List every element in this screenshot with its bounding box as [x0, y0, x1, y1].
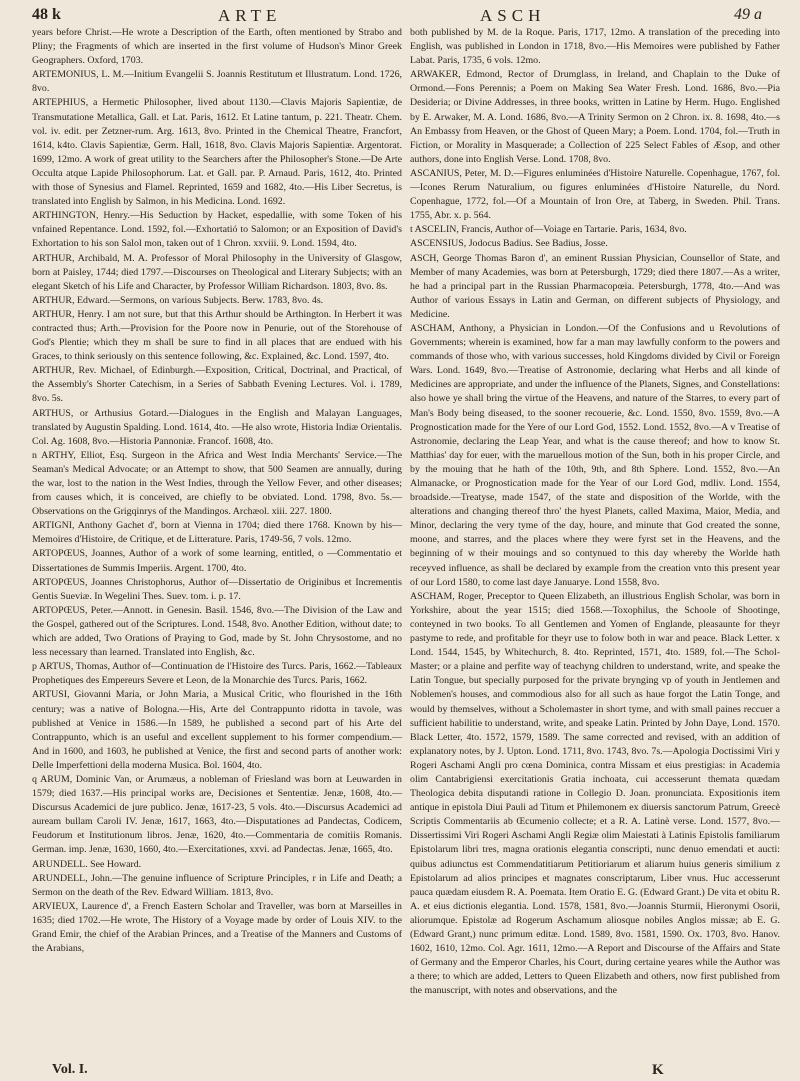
entry-paragraph: ARTHUR, Edward.—Sermons, on various Subjects. Berw. 1783, 8vo. 4s.: [32, 294, 324, 306]
entry-paragraph: years before Christ.—He wrote a Description of the Earth, often mentioned by Strabo and Pliny; the Fragments of which are inserted in the first volume of Hudson's Minor Greek Geographers. Oxford, 1703.: [32, 27, 402, 67]
entry-paragraph: ARTHUR, Henry. I am not sure, but that this Arthur should be Arthington. In Herbert it was contracted thus; Arth.—Provision for the Poore now in Penurie, out of the Storehouse of God's Plentie; which they m shall be sure to find in all places that are endued with his Graces, to think seriously on this sentence following, &c. Explained, &c. Lond. 1597, 4to.: [32, 308, 402, 363]
entry-paragraph: t ASCELIN, Francis, Author of—Voiage en Tartarie. Paris, 1634, 8vo.: [410, 224, 687, 236]
entry-paragraph: ARTOPŒUS, Peter.—Annott. in Genesin. Basil. 1546, 8vo.—The Division of the Law and the Gospel, gathered out of the Scriptures. Lond. 1548, 8vo. Another Edition, without date; to which are added, Two Orations of Praying to God, made by St. John Chrysostome, and no less necessary than learned. Translated into English, &c.: [32, 604, 402, 659]
entry-paragraph: ASCHAM, Anthony, a Physician in London.—Of the Confusions and u Revolutions of Governments; wherein is examined, how far a man may lawfully conform to the powers and commands of those who, with various successes, hold Kingdoms divided by Civil or Foreign Wars. Lond. 1649, 8vo.—Treatise of Astronomie, declaring what Herbs and all kinde of Medicines are appropriate, and under the influence of the Planets, Signes, and Constellations: also howe ye shall bring the virtue of the Heavens, and nature of the Starres, to every part of Man's Body being diseased, to the sooner recouerie, &c. Lond. 1550, 8vo. 1559, 8vo.—A Prognostication made for the Yere of our Lord God, 1552. Lond. 1552, 8vo.—A v Treatise of Astronomie, declaring the Leap Year, and what is the cause thereof; and how to know St. Matthias' day for euer, with the maruellous motion of the Sun, both in his proper Circle, and by the mouing that he hath of the 10th, 9th, and 8th Sphere. Lond. 1552, 8vo.—An Almanacke, or Prognostication made for the Year of our Lord God, mdliv. Lond. 1554, broadside.—Treatyse, made 1547, of the state and disposition of the Worlde, with the alterations and changing thereof thro' the hyest Planets, called Maxima, Maior, Media, and Minor, declaring the very tyme of the day, houre, and minute that God created the sonne, moone, and starres, and the places where they were fyrst set in the Heavens, and the beginning of w their mouings and so contynued to this day whereby the Worlde hath receyved influence, as shall be declared by example from the creation vnto this present year of our Lord 1580, to come last daye Januarye. Lond 1558, 8vo.: [410, 322, 780, 588]
page-number-left: 48 k: [32, 6, 61, 23]
page-number-right: 49 a: [734, 6, 762, 23]
entry-paragraph: n ARTHY, Elliot, Esq. Surgeon in the Africa and West India Merchants' Service.—The Seaman's Medical Advocate; or an Attempt to show, that 500 Seamen are annually, during the war, lost to the nation in the West Indies, through the Yellow Fever, and other diseases; from causes which, it is conceived, are chiefly to be obviated. Lond. 1798, 8vo. 5s.—Observations on the Grigqinrys of the Mandingos. Archæol. xiii. 227. 1800.: [32, 449, 402, 518]
entry-paragraph: ARTHUR, Archibald, M. A. Professor of Moral Philosophy in the University of Glasgow, born at Paisley, 1744; died 1797.—Discourses on Theological and Literary Subjects; with an elegant Sketch of his Life and Character, by Professor William Richardson. 1803, 8vo. 8s.: [32, 252, 402, 292]
entry-paragraph: ARTOPŒUS, Joannes, Author of a work of some learning, entitled, o —Commentatio et Dissertationes de Summis Imperiis. Argent. 1700, 4to.: [32, 548, 402, 574]
entry-paragraph: ASCH, George Thomas Baron d', an eminent Russian Physician, Counsellor of State, and Member of many Academies, was born at Petersburgh, 1729; died there 1807.—As a writer, he had a principal part in the Russian Pharmacopœia. Petersburgh, 1778, 4to.—And was Author of various Essays in Latin and German, on different subjects of Physiology, and Medicine.: [410, 252, 780, 320]
left-column: [32, 26, 402, 956]
entry-paragraph: ARTHUR, Rev. Michael, of Edinburgh.—Exposition, Critical, Doctrinal, and Practical, of the Assembly's Shorter Catechism, in a Series of Sabbath Evening Lectures. Vol. i. 1789, 8vo. 5s.: [32, 365, 402, 405]
entry-paragraph: ARUNDELL, John.—The genuine influence of Scripture Principles, r in Life and Death; a Sermon on the death of the Rev. Edward William. 1813, 8vo.: [32, 872, 402, 898]
entry-paragraph: ARTUSI, Giovanni Maria, or John Maria, a Musical Critic, who flourished in the 16th century; was a native of Bologna.—His, Arte del Contrappunto ridotta in tavole, was published at Venice in 1586.—In 1589, he published a second part of his Arte del Contrappunto, which is an useful and excellent supplement to his former compendium.—And in 1600, and 1603, he published at Venice, the first and second parts of another work: Delle Imperfettioni della moderna Musica. Bol. 1604, 4to.: [32, 689, 402, 771]
entry-paragraph: ASCHAM, Roger, Preceptor to Queen Elizabeth, an illustrious English Scholar, was born in Yorkshire, about the year 1515; died 1568.—Toxophilus, the Schoole of Shootinge, conteyned in two books. To all Gentlemen and Yomen of Englande, pleasaunte for theyr pastyme to rede, and profitable for theyr use to folow both in war and peace. Black Letter. x Lond. 1544, 1545, by Whitechurch, 8. 4to. Reprinted, 1571, 4to. 1589, fol.—The Schol-Master; or a plaine and perfite way of teachyng children to understand, write, and speake the Latin Tongue, but specially purposed for the private brynging vp of youth in Jentlemen and Noblemen's houses, and commodious also for all such as haue forgot the Latin Tonge, and would by themselves, without a Scholemaster in short tyme, and with small paines reccuer a sufficient habilitie to understand, write, and speake Latin. Printed by John Daye, Lond. 1570. Black Letter, 4to. 1572, 1579, 1589. The same corrected and revised, with an addition of explanatory notes, by J. Upton. Lond. 1711, 8vo. 1743, 8vo. 7s.—Apologia Doctissimi Viri y Rogeri Aschami Angli pro cœna Dominica, contra Missam et eius prestigias: in Academia olim Cantabrigiensi exercitationis Gratia inchoata, cui accesserunt themata quædam Theologica debita disputandi ratione in Collegio D. Joan. pronunciata. Expositionis item antique in epistola Diui Pauli ad Titum et Philemonem ex diuersis sanctorum Patrum, Greecè Scriptis Commentariis ab Œcumenio collecte; et a R. A. Latinè verse. Lond. 1577, 8vo.—Dissertissimi Viri Rogeri Aschami Angli Regiæ olim Maiestati à Latinis Epistolis familiarum Epistolarum libri tres, magna orationis elegantia conscripti, nunc denuo emendati et aucti: quibus adiunctus est Commendatitiarum Petitioriarum et aliarum huius generis similium z Epistolarum ad alios principes et magnates conscriptarum, Liber vnus. Huc accesserunt pauca quædam eiusdem R. A. Poemata. Item Oratio E. G. (Edward Grant.) De vita et obitu R. A. et eius dictionis elegantia. Lond. 1578, 1581, 8vo.—Joannis Sturmii, Hieronymi Osorii, aliorumque. Epistolæ ad Rogerum Aschamum aliosque nobiles Anglos missæ; ab E. G. (Edward Grant,) nunc primum editæ. Lond. 1589, 8vo. 1581, 1590. Ox. 1703, 8vo. Hanov. 1602, 1610, 12mo. Col. Agr. 1611, 12mo.—A Report and Discourse of the Affairs and State of Germany and the Emperor Charles, his Court, during certaine yeares while the Author was a there; to which are added, Letters to Queen Elizabeth and others, now first published from the manuscript, with notes and observations, and the: [410, 590, 780, 997]
entry-paragraph: ARTOPŒUS, Joannes Christophorus, Author of—Dissertatio de Originibus et Incrementis Gentis Sueviæ. In Wegelini Thes. Suev. tom. i. p. 17.: [32, 576, 402, 602]
volume-label: Vol. I.: [52, 1062, 88, 1077]
running-head-right: ASCH: [480, 6, 546, 25]
signature-mark: K: [652, 1062, 664, 1078]
entry-paragraph: ARTEPHIUS, a Hermetic Philosopher, lived about 1130.—Clavis Majoris Sapientiæ, de Transmutatione Metallica, Gall. et Lat. Paris, 1612. Et Latine tantum, p. 221. Theatr. Chem. vol. iv. edit. per Zetzner-rum. Arg. 1613, 8vo. Printed in the Chemical Theatre, Francfort, 1614, k4to. Clavis Sapientiæ, Germ. Hall, 1618, 8vo. Clavis Majoris Sapientiæ. Argentorat. 1699, 12mo. A work of great utility to the Searchers after the Philosopher's Stone.—De Arte Occulta atque Lapide Philosophorum. Lat. et Gall. par. P. Arnaud. Paris, 1612, 4to. Printed with those of Synesius and Flamel. Reprinted, 1659 and 1682, 4to.—His Liber Secretus, is translated into English by Salmon, in his Medicina. Lond. 1692.: [32, 97, 402, 208]
entry-paragraph: ASCENSIUS, Jodocus Badius. See Badius, Josse.: [410, 238, 608, 250]
entry-paragraph: ARTHUS, or Arthusius Gotard.—Dialogues in the English and Malayan Languages, translated by Augustin Spalding. Lond. 1614, 4to. —He also wrote, Historia Indiæ Orientalis. Col. Ag. 1608, 8vo.—Historia Pannoniæ. Francof. 1608, 4to.: [32, 407, 402, 447]
entry-paragraph: ARWAKER, Edmond, Rector of Drumglass, in Ireland, and Chaplain to the Duke of Ormond.—Fons Perennis; a Poem on Making Sea Water Fresh. Lond. 1686, 8vo.—Pia Desideria; or Divine Addresses, in three books, written in Latine by Herm. Hugo. Englished by E. Arwaker, M. A. Lond. 1686, 8vo.—A Trinity Sermon on 2 Chron. ix. 8. 1698, 4to.—s An Embassy from Heaven, or the Ghost of Queen Mary; a Poem. Lond. 1704, fol.—Truth in Fiction, or Morality in Masquerade; a Collection of 225 Select Fables of Æsop, and other authors, done into English Verse. Lond. 1708, 8vo.: [410, 69, 780, 165]
entry-paragraph: ARUNDELL. See Howard.: [32, 858, 142, 870]
right-column: [410, 26, 780, 998]
entry-paragraph: ARTEMONIUS, L. M.—Initium Evangelii S. Joannis Restitutum et Illustratum. Lond. 1726, 8vo.: [32, 69, 402, 95]
entry-paragraph: ARTIGNI, Anthony Gachet d', born at Vienna in 1704; died there 1768. Known by his—Memoires d'Histoire, de Critique, et de Litterature. Paris, 1749-56, 7 vols. 12mo.: [32, 520, 402, 546]
entry-paragraph: both published by M. de la Roque. Paris, 1717, 12mo. A translation of the preceding into English, was published in London in 1718, 8vo.—His Memoires were published by Father Labat. Paris, 1735, 6 vols. 12mo.: [410, 27, 780, 67]
entry-paragraph: ARVIEUX, Laurence d', a French Eastern Scholar and Traveller, was born at Marseilles in 1635; died 1702.—He wrote, The History of a Voyage made by order of Louis XIV. to the Grand Emir, the chief of the Arabian Princes, and a Treatise of the Manners and Customs of the Arabians,: [32, 900, 402, 955]
entry-paragraph: ASCANIUS, Peter, M. D.—Figures enluminées d'Histoire Naturelle. Copenhague, 1767, fol.—Icones Rerum Naturalium, ou figures enluminées d'Histoire Naturelle, du Nord. Copenhague, 1772, fol.—Of a Mountain of Iron Ore, at Taberg, in Sweden. Phil. Trans. 1755, Abr. x. p. 564.: [410, 167, 780, 222]
entry-paragraph: ARTHINGTON, Henry.—His Seduction by Hacket, espedallie, with some Token of his vnfained Repentance. Lond. 1592, fol.—Exhortatió to Salomon; or an Exposition of David's Exhortation to his son Salol mon, taken out of 1 Chron. xxviii. 9. Lond. 1594, 4to.: [32, 210, 402, 250]
entry-paragraph: q ARUM, Dominic Van, or Arumæus, a nobleman of Friesland was born at Leuwarden in 1579; died 1637.—His principal works are, Decisiones et Sententiæ. Jenæ, 1608, 4to.—Discursus Academici de jure publico. Jenæ, 1617-23, 5 vols. 4to.—Discursus Academici ad auream bullam Caroli IV. Jenæ, 1617, 1663, 4to.—Disputationes ad Pandectas, Codicem, Feudorum et Institutionum libros. Jenæ, 1620, 4to.—Commentaria de comitiis Romanis. German. imp. Jenæ, 1630, 1660, 4to.—Exercitationes, xxvi. ad Pandectas. Jenæ, 1665, 4to.: [32, 773, 402, 856]
entry-paragraph: p ARTUS, Thomas, Author of—Continuation de l'Histoire des Turcs. Paris, 1662.—Tableaux Prophetiques des Empereurs Severe et Leon, de la Monarchie des Turcs. Paris, 1662.: [32, 661, 402, 687]
running-head-left: ARTE: [218, 6, 282, 25]
